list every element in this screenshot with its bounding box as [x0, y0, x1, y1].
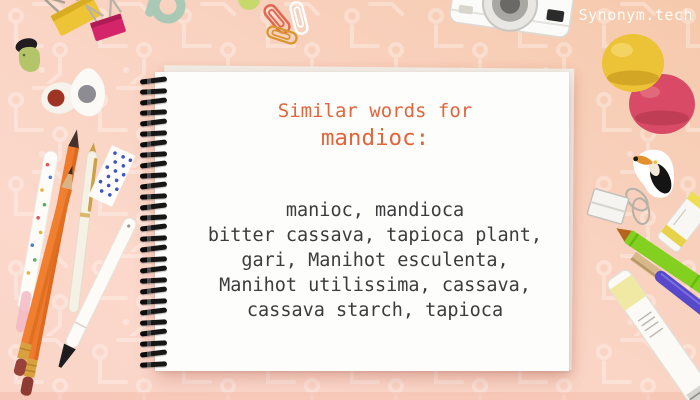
camera	[449, 0, 577, 39]
spiral-binding	[140, 78, 170, 370]
heading-word: mandioc:	[320, 125, 430, 151]
white-marker	[605, 268, 700, 400]
yellow-macaron	[602, 34, 664, 92]
site-watermark: Synonym.tech	[578, 6, 693, 24]
synonym-list	[187, 198, 563, 323]
letter-d-eraser	[144, 0, 185, 25]
orange-paper-clip	[266, 25, 298, 45]
synonym-line: bitter cassava, tapioca plant,	[207, 225, 543, 246]
heading-similar-words: Similar words for	[277, 100, 473, 122]
notebook-content	[187, 72, 563, 323]
stone-eraser-gray	[71, 68, 105, 116]
synonym-line: cassava starch, tapioca	[246, 300, 504, 321]
synonym-line: gari, Manihot esculenta,	[241, 250, 509, 271]
lime-dot	[238, 0, 260, 10]
notebook	[155, 72, 569, 371]
notebook-page	[155, 72, 569, 371]
white-pen	[54, 216, 138, 370]
toucan-sticker	[631, 147, 677, 201]
white-paper-clip	[289, 1, 308, 35]
synonym-line: manioc, mandioca	[285, 200, 465, 221]
bird-figurine	[14, 36, 40, 72]
synonym-line: Manihot utilissima, cassava,	[219, 275, 531, 296]
glue-stick	[657, 191, 700, 253]
